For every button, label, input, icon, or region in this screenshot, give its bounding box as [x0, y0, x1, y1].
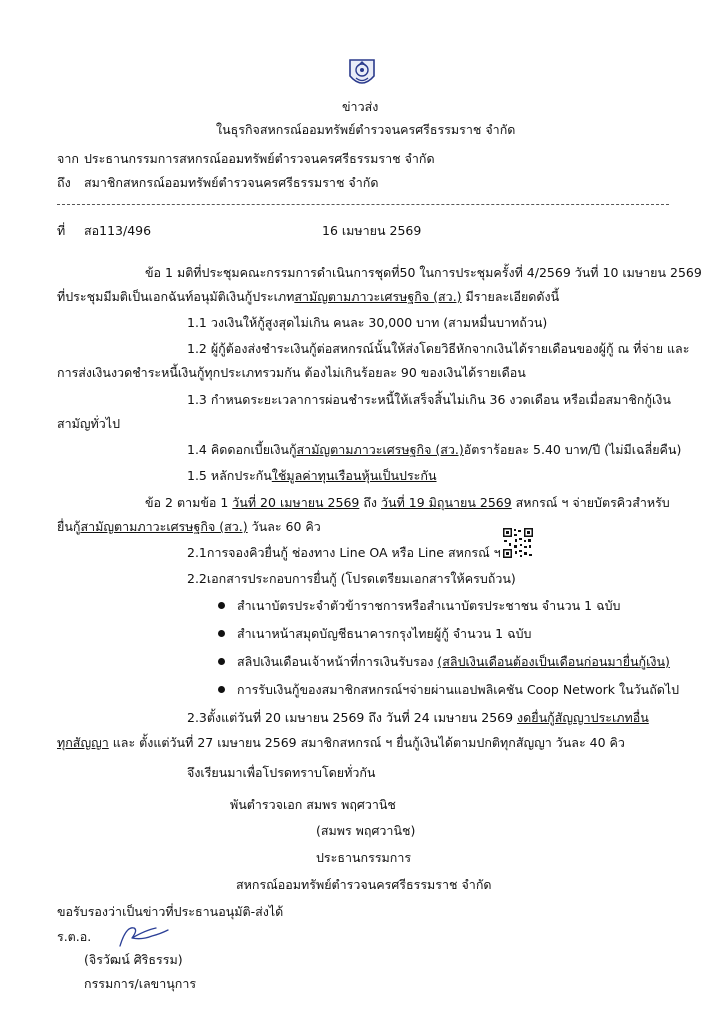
item-2-3-line-1: 2.3ตั้งแต่วันที่ 20 เมษายน 2569 ถึง วันที่ 24 เมษายน 2569 งดยื่นกู้สัญญาประเภทอื่น — [187, 710, 649, 725]
paragraph-1-line-2: ที่ประชุมมีมติเป็นเอกฉันท์อนุมัติเงินกู้ประเภทสามัญตามภาวะเศรษฐกิจ (สว.) มีรายละเอียดดังนี้ — [57, 289, 560, 304]
signer-name-parenthesized: (สมพร พฤศวานิช) — [316, 823, 416, 838]
item-1-4: 1.4 คิดดอกเบี้ยเงินกู้สามัญตามภาวะเศรษฐกิจ (สว.)อัตราร้อยละ 5.40 บาท/ปี (ไม่มีเฉลี่ยคืน) — [187, 442, 682, 457]
item-1-5: 1.5 หลักประกันใช้มูลค่าทุนเรือนหุ้นเป็นประกัน — [187, 468, 437, 483]
certification-text: ขอรับรองว่าเป็นข่าวที่ประธานอนุมัติ-ส่งได้ — [57, 904, 284, 919]
bullet-item-4: การรับเงินกู้ของสมาชิกสหกรณ์ฯจ่ายผ่านแอปพลิเคชัน Coop Network ในวันถัดไป — [237, 682, 680, 697]
reference-label: ที่ — [57, 223, 66, 238]
secretary-name: (จิรวัฒน์ ศิริธรรม) — [84, 952, 183, 967]
paragraph-2-line-2: ยื่นกู้สามัญตามภาวะเศรษฐกิจ (สว.) วันละ 60 คิว — [57, 519, 321, 534]
police-seal-logo-icon — [346, 56, 378, 90]
document-date: 16 เมษายน 2569 — [322, 223, 422, 238]
document-title: ข่าวส่ง — [342, 99, 379, 114]
bullet-icon — [218, 630, 225, 637]
item-1-2-line-1: 1.2 ผู้กู้ต้องส่งชำระเงินกู้ต่อสหกรณ์นั้นให้ส่งโดยวิธีหักจากเงินได้รายเดือนของผู้กู้ ณ ที่จ่าย และ — [187, 341, 690, 356]
bullet-icon — [218, 686, 225, 693]
reference-number: สอ113/496 — [84, 223, 152, 238]
item-1-3-line-2: สามัญทั่วไป — [57, 416, 121, 431]
paragraph-2-line-1: ข้อ 2 ตามข้อ 1 วันที่ 20 เมษายน 2569 ถึง วันที่ 19 มิถุนายน 2569 สหกรณ์ ฯ จ่ายบัตรคิวสำหรับ — [145, 495, 670, 510]
from-value: ประธานกรรมการสหกรณ์ออมทรัพย์ตำรวจนครศรีธรรมราช จำกัด — [84, 151, 435, 166]
closing-text: จึงเรียนมาเพื่อโปรดทราบโดยทั่วกัน — [187, 765, 376, 780]
bullet-item-2: สำเนาหน้าสมุดบัญชีธนาคารกรุงไทยผู้กู้ จำนวน 1 ฉบับ — [237, 626, 532, 641]
signer-name: พันตำรวจเอก สมพร พฤศวานิช — [230, 797, 396, 812]
bullet-icon — [218, 658, 225, 665]
item-1-3-line-1: 1.3 กำหนดระยะเวลาการผ่อนชำระหนี้ให้เสร็จสิ้นไม่เกิน 36 งวดเดือน หรือเมื่อสมาชิกกู้เงิน — [187, 392, 671, 407]
bullet-item-3: สลิปเงินเดือนเจ้าหน้าที่การเงินรับรอง (สลิปเงินเดือนต้องเป็นเดือนก่อนมายื่นกู้เงิน) — [237, 654, 670, 669]
to-value: สมาชิกสหกรณ์ออมทรัพย์ตำรวจนครศรีธรรมราช จำกัด — [84, 175, 379, 190]
item-2-2: 2.2เอกสารประกอบการยื่นกู้ (โปรดเตรียมเอกสารให้ครบถ้วน) — [187, 571, 516, 586]
bullet-item-1: สำเนาบัตรประจำตัวข้าราชการหรือสำเนาบัตรประชาชน จำนวน 1 ฉบับ — [237, 598, 621, 613]
bullet-icon — [218, 602, 225, 609]
paragraph-1-line-1: ข้อ 1 มติที่ประชุมคณะกรรมการดำเนินการชุดที่50 ในการประชุมครั้งที่ 4/2569 วันที่ 10 เมษายน 2569 — [145, 265, 702, 280]
signer-position: ประธานกรรมการ — [316, 850, 412, 865]
item-1-2-line-2: การส่งเงินงวดชำระหนี้เงินกู้ทุกประเภทรวมกัน ต้องไม่เกินร้อยละ 90 ของเงินได้รายเดือน — [57, 365, 526, 380]
handwritten-signature — [112, 922, 174, 950]
signer-organization: สหกรณ์ออมทรัพย์ตำรวจนครศรีธรรมราช จำกัด — [236, 877, 492, 892]
document-subtitle: ในธุรกิจสหกรณ์ออมทรัพย์ตำรวจนครศรีธรรมราช จำกัด — [216, 122, 516, 137]
from-label: จาก — [57, 151, 79, 166]
header-divider — [57, 204, 669, 205]
item-2-3-line-2: ทุกสัญญา และ ตั้งแต่วันที่ 27 เมษายน 2569 สมาชิกสหกรณ์ ฯ ยื่นกู้เงินได้ตามปกติทุกสัญญา วันละ 40 คิว — [57, 735, 625, 750]
item-2-1: 2.1การจองคิวยื่นกู้ ช่องทาง Line OA หรือ Line สหกรณ์ ฯ — [187, 545, 501, 560]
secretary-position: กรรมการ/เลขานุการ — [84, 976, 197, 991]
to-label: ถึง — [57, 175, 71, 190]
rank-text: ร.ต.อ. — [57, 929, 92, 944]
qr-code-icon[interactable] — [502, 527, 534, 559]
item-1-1: 1.1 วงเงินให้กู้สูงสุดไม่เกิน คนละ 30,000 บาท (สามหมื่นบาทถ้วน) — [187, 315, 548, 330]
